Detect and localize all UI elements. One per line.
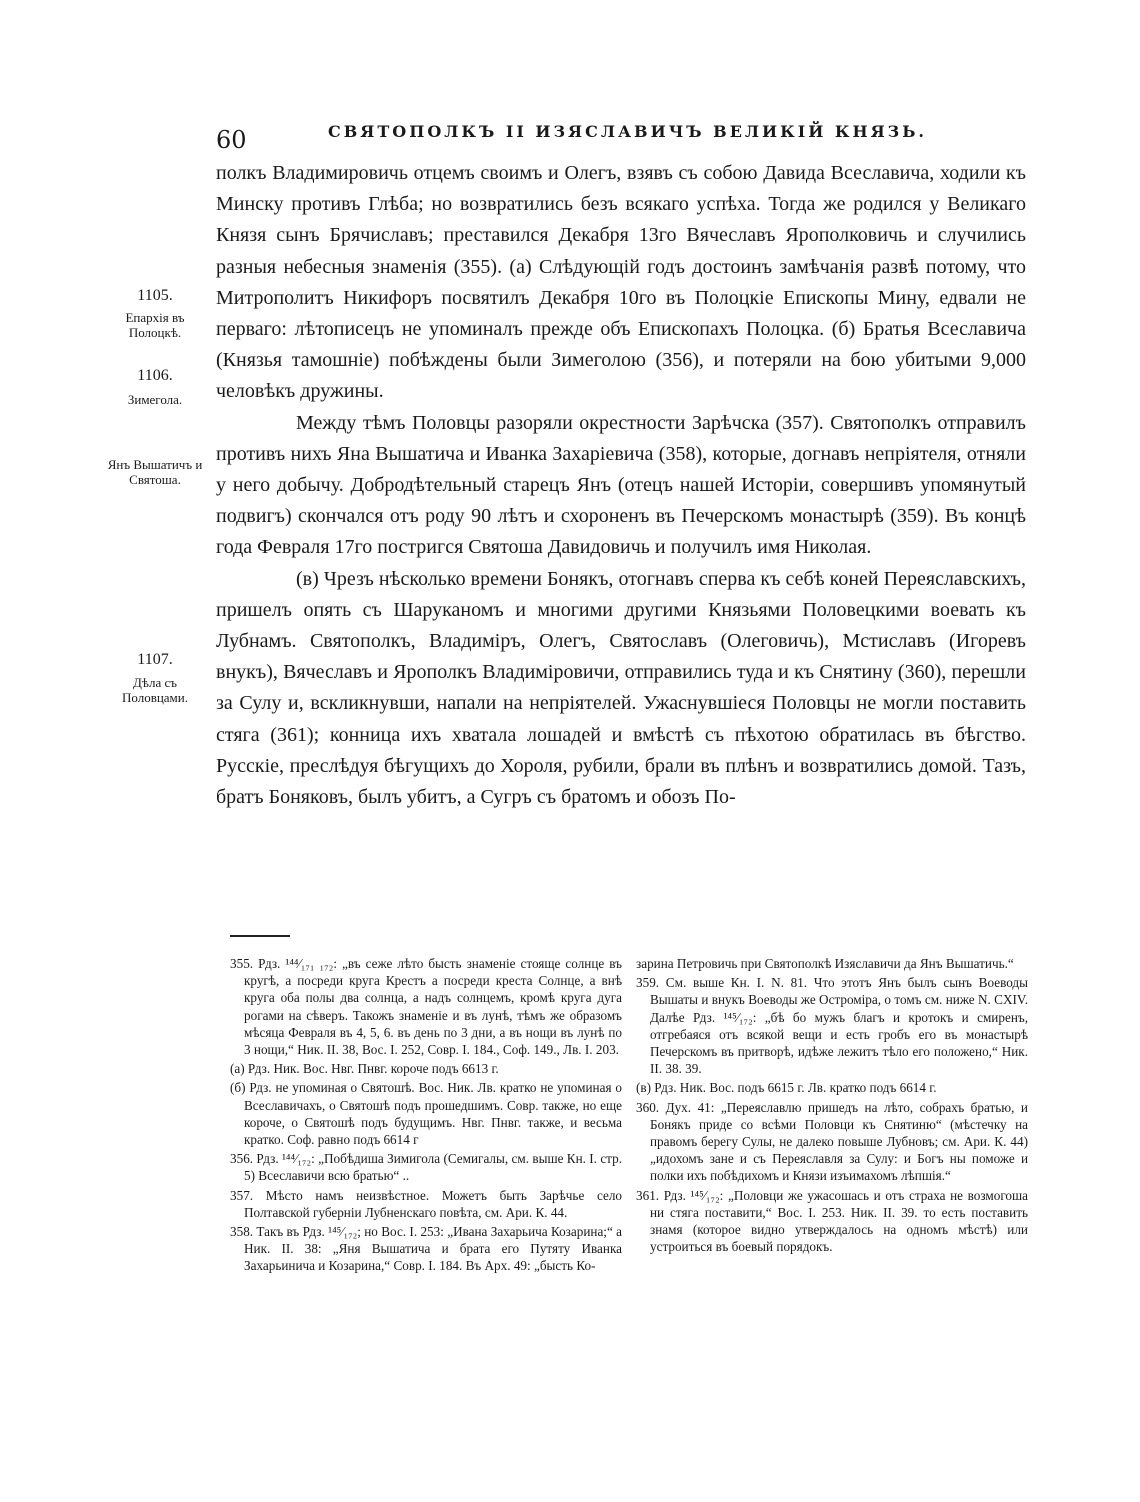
footnote: 357. Мѣсто намъ неизвѣстное. Можетъ быть Зарѣчье село Полтавской губерніи Лубненскаго повѣта, см. Ари. К. 44.: [230, 1187, 622, 1220]
footnote: 361. Рдз. ¹⁴⁵⁄₁₇₂: „Половци же ужасошась и отъ страха не возмогоша ни стяга поставити,“ Вос. I. 253. Ник. II. 39. то есть поставить знамя (которое видно утверждалось на одномъ мѣстѣ) или устроиться въ боевый порядокъ.: [636, 1187, 1028, 1255]
footnote: 355. Рдз. ¹⁴⁴⁄₁₇₁ ₁₇₂: „въ сеже лѣто бысть знаменіе стояще солнце въ кругѣ, а посреди круга Крестъ а посреди креста Солнце, а внѣ круга оба полы два солнца, а надъ солнцемъ, кромѣ круга дуга рогами на сѣверъ. Такожъ знаменіе и въ лунѣ, тѣмъ же образомъ мѣсяца Февраля въ 4, 5, 6. въ день по 3 дни, а въ нощи въ лунѣ по 3 нощи,“ Ник. II. 38, Вос. I. 252, Совр. I. 184., Соф. 149., Лв. I. 203.: [230, 956, 622, 1058]
margin-note-eparchy: Епархія въ Полоцкѣ.: [125, 310, 185, 340]
margin-note-year-1106: 1106.: [137, 367, 173, 384]
footnote-rule: [230, 935, 290, 937]
running-title: СВЯТОПОЛКЪ II ИЗЯСЛАВИЧЪ ВЕЛИКІЙ КНЯЗЬ.: [328, 122, 927, 141]
margin-note-year-1105: 1105.: [137, 287, 173, 304]
body-paragraph: Между тѣмъ Половцы разоряли окрестности Зарѣчска (357). Святополкъ отправилъ противъ нихъ Яна Вышатича и Иванка Захаріевича (358), которые, догнавъ непріятеля, отняли у него добычу. Добродѣтельный старецъ Янъ (отецъ нашей Исторіи, совершивъ упомянутый подвигъ) скончался отъ роду 90 лѣтъ и схороненъ въ Печерскомъ монастырѣ (359). Въ концѣ года Февраля 17го постригся Святоша Давидовичь и получилъ имя Николая.: [216, 411, 1026, 559]
margin-note-zimegola: Зимегола.: [127, 392, 183, 407]
margin-note-year-1107: 1107.: [137, 651, 173, 668]
footnote: зарина Петровичь при Святополкѣ Изяславичи да Янъ Вышатичь.“: [636, 956, 1014, 971]
footnote: (б) Рдз. не упоминая о Святошѣ. Вос. Ник. Лв. кратко не упоминая о Всеславичахъ, о Святошѣ подъ прошедшимъ. Совр. также, но еще короче, о Святошѣ подъ будущимъ. Нвг. Пнвг. также, и весьма кратко. Соф. равно подъ 6614 г: [230, 1080, 622, 1148]
footnote: 356. Рдз. ¹⁴⁴⁄₁₇₂: „Побѣдиша Зимигола (Семигалы, см. выше Кн. I. стр. 5) Всеславичи всю братью“ ..: [230, 1151, 622, 1184]
body-paragraph: полкъ Владимировичь отцемъ своимъ и Олегъ, взявъ съ собою Давида Всеславича, ходили къ Минску противъ Глѣба; но возвратились безъ всякаго успѣха. Тогда же родился у Великаго Князя сынъ Брячиславъ; преставился Декабря 13го Вячеславъ Ярополковичь и случились разныя небесныя знаменія (355). (а) Слѣдующій годъ достоинъ замѣчанія развѣ потому, что Митрополитъ Никифоръ посвятилъ Декабря 10го въ Полоцкіе Епископы Мину, едвали не перваго: лѣтописецъ не упоминалъ прежде объ Епископахъ Полоцка. (б) Братья Всеславича (Князья тамошніе) побѣждены были Зимеголою (356), и потеряли на бою убитыми 9,000 человѣкъ дружины.: [216, 162, 1026, 403]
body-text: [216, 158, 1026, 813]
footnote: (а) Рдз. Ник. Вос. Нвг. Пнвг. короче подъ 6613 г.: [230, 1061, 499, 1077]
footnote: 359. См. выше Кн. I. N. 81. Что этотъ Янъ былъ сынъ Воеводы Вышаты и внукъ Воеводы же Остроміра, о томъ см. ниже N. CXIV. Далѣе Рдз. ¹⁴⁵⁄₁₇₂: „бѣ бо мужъ благъ и кротокъ и смиренъ, отгребаяся отъ всякой вещи и есть гробъ его въ монастырѣ Печерскомъ въ притворѣ, идѣже лежитъ тѣло его положено,“ Ник. II. 38. 39.: [636, 975, 1028, 1077]
footnote: 358. Такъ въ Рдз. ¹⁴⁵⁄₁₇₂; но Вос. I. 253: „Ивана Захарьича Козарина;“ а Ник. II. 38: „Яня Вышатича и брата его Путяту Иванка Захарьинича и Козарина,“ Совр. I. 184. Въ Арх. 49: „бысть Ко-: [230, 1224, 622, 1274]
body-paragraph: (в) Чрезъ нѣсколько времени Бонякъ, отогнавъ сперва къ себѣ коней Переяславскихъ, пришелъ опять съ Шаруканомъ и многими другими Князьями Половецкими воевать къ Лубнамъ. Святополкъ, Владиміръ, Олегъ, Святославъ (Олеговичь), Мстиславъ (Игоревъ внукъ), Вячеславъ и Ярополкъ Владиміровичи, отправились туда и къ Снятину (360), перешли за Сулу и, вскликнувши, напали на непріятелей. Ужаснувшіеся Половцы не могли поставить стяга (361); конница ихъ хватала лошадей и вмѣстѣ съ пѣхотою обратилась въ бѣгство. Русскіе, преслѣдуя бѣгущихъ до Хороля, рубили, брали въ плѣнъ и возвратились домой. Тазъ, братъ Боняковъ, былъ убитъ, а Сугръ съ братомъ и обозъ По-: [216, 567, 1026, 809]
footnote: (в) Рдз. Ник. Вос. подъ 6615 г. Лв. кратко подъ 6614 г.: [636, 1080, 937, 1096]
footnotes-right-column: [636, 955, 1028, 1257]
margin-note-polovtsy: Дѣла съ Половцами.: [121, 675, 188, 705]
footnotes-left-column: [230, 955, 622, 1277]
page-number: 60: [216, 126, 247, 154]
footnote: 360. Дух. 41: „Переяславлю пришедъ на лѣто, собрахъ братью, и Бонякъ приде со всѣми Половци къ Снятиню“ (мѣстечку на правомъ берегу Сулы, не далеко повыше Лубновъ; см. Ари. К. 44) „идохомъ зане и съ Переяславля за Сулу: и Богъ ны поможе и полки ихъ побѣдихомъ и Князи изъимахомъ лѣпшія.“: [636, 1099, 1028, 1184]
margin-note-yan-vyshatich: Янъ Вышатичъ и Святоша.: [107, 457, 203, 487]
